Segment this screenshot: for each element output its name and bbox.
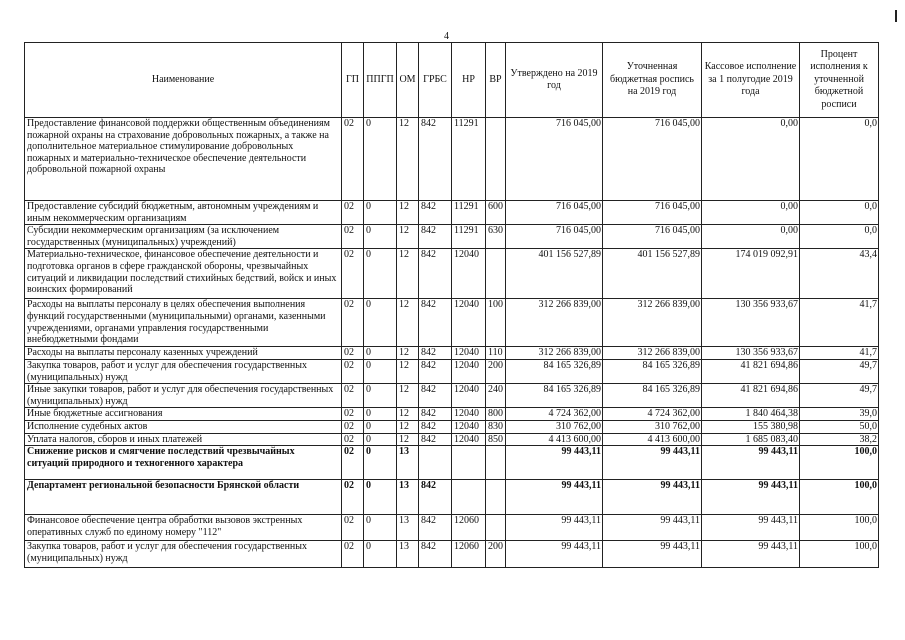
cell-approved: 84 165 326,89 bbox=[506, 359, 603, 383]
cell-vr bbox=[486, 515, 506, 541]
cell-ppgp: 0 bbox=[364, 225, 397, 249]
cell-vr: 800 bbox=[486, 408, 506, 421]
header-grbs: ГРБС bbox=[419, 43, 452, 118]
cell-nr: 12040 bbox=[452, 433, 486, 446]
cell-nr: 12040 bbox=[452, 299, 486, 347]
cell-refined: 401 156 527,89 bbox=[603, 249, 702, 299]
cell-approved: 99 443,11 bbox=[506, 446, 603, 480]
page-number: 4 bbox=[444, 31, 449, 42]
table-row bbox=[25, 299, 879, 347]
cell-nr: 11291 bbox=[452, 118, 486, 201]
cell-ppgp: 0 bbox=[364, 359, 397, 383]
cell-vr: 600 bbox=[486, 201, 506, 225]
cell-gp: 02 bbox=[342, 359, 364, 383]
cell-refined: 99 443,11 bbox=[603, 541, 702, 568]
cell-grbs: 842 bbox=[419, 515, 452, 541]
cell-percent: 100,0 bbox=[800, 515, 879, 541]
cell-vr bbox=[486, 118, 506, 201]
table-row bbox=[25, 347, 879, 360]
cell-name: Исполнение судебных актов bbox=[25, 420, 342, 433]
cell-ppgp: 0 bbox=[364, 433, 397, 446]
cell-approved: 4 724 362,00 bbox=[506, 408, 603, 421]
cell-name: Финансовое обеспечение центра обработки вызовов экстренных оперативных служб по единому номеру "112" bbox=[25, 515, 342, 541]
header-name: Наименование bbox=[25, 43, 342, 118]
table-body bbox=[25, 118, 879, 568]
cell-refined: 312 266 839,00 bbox=[603, 299, 702, 347]
cell-cash: 99 443,11 bbox=[702, 446, 800, 480]
table-row bbox=[25, 541, 879, 568]
cell-om: 12 bbox=[397, 408, 419, 421]
cell-nr: 12040 bbox=[452, 249, 486, 299]
cell-nr bbox=[452, 446, 486, 480]
cell-ppgp: 0 bbox=[364, 541, 397, 568]
table-row bbox=[25, 433, 879, 446]
cell-vr bbox=[486, 446, 506, 480]
cell-gp: 02 bbox=[342, 408, 364, 421]
cell-name: Предоставление финансовой поддержки общественным объединениям пожарной охраны на страхование добровольных пожарных, а также на дополнительное материальное стимулирование добровольных пожарных и материально-техническое обеспечение деятельности добровольной пожарной охраны bbox=[25, 118, 342, 201]
cell-grbs: 842 bbox=[419, 359, 452, 383]
cell-om: 12 bbox=[397, 118, 419, 201]
cell-cash: 1 840 464,38 bbox=[702, 408, 800, 421]
cell-om: 13 bbox=[397, 480, 419, 515]
cell-percent: 0,0 bbox=[800, 225, 879, 249]
cell-vr: 110 bbox=[486, 347, 506, 360]
table-row bbox=[25, 249, 879, 299]
cell-percent: 49,7 bbox=[800, 359, 879, 383]
cell-ppgp: 0 bbox=[364, 347, 397, 360]
page-edge-mark bbox=[895, 10, 897, 22]
cell-ppgp: 0 bbox=[364, 408, 397, 421]
table-row bbox=[25, 384, 879, 408]
cell-refined: 84 165 326,89 bbox=[603, 384, 702, 408]
header-cash: Кассовое исполнение за 1 полугодие 2019 года bbox=[702, 43, 800, 118]
cell-cash: 174 019 092,91 bbox=[702, 249, 800, 299]
table-row bbox=[25, 408, 879, 421]
cell-gp: 02 bbox=[342, 541, 364, 568]
cell-nr: 12060 bbox=[452, 515, 486, 541]
cell-percent: 0,0 bbox=[800, 201, 879, 225]
cell-percent: 50,0 bbox=[800, 420, 879, 433]
cell-approved: 312 266 839,00 bbox=[506, 299, 603, 347]
cell-grbs: 842 bbox=[419, 118, 452, 201]
cell-ppgp: 0 bbox=[364, 480, 397, 515]
cell-vr bbox=[486, 480, 506, 515]
cell-ppgp: 0 bbox=[364, 420, 397, 433]
cell-grbs bbox=[419, 446, 452, 480]
cell-vr: 100 bbox=[486, 299, 506, 347]
cell-name: Закупка товаров, работ и услуг для обеспечения государственных (муниципальных) нужд bbox=[25, 541, 342, 568]
cell-ppgp: 0 bbox=[364, 515, 397, 541]
cell-nr: 12040 bbox=[452, 408, 486, 421]
cell-grbs: 842 bbox=[419, 347, 452, 360]
cell-approved: 310 762,00 bbox=[506, 420, 603, 433]
cell-percent: 43,4 bbox=[800, 249, 879, 299]
cell-ppgp: 0 bbox=[364, 299, 397, 347]
cell-om: 12 bbox=[397, 299, 419, 347]
cell-approved: 312 266 839,00 bbox=[506, 347, 603, 360]
table-row bbox=[25, 480, 879, 515]
cell-vr: 240 bbox=[486, 384, 506, 408]
cell-nr: 12040 bbox=[452, 359, 486, 383]
cell-percent: 100,0 bbox=[800, 446, 879, 480]
header-om: ОМ bbox=[397, 43, 419, 118]
cell-om: 13 bbox=[397, 541, 419, 568]
cell-gp: 02 bbox=[342, 201, 364, 225]
cell-name: Иные закупки товаров, работ и услуг для обеспечения государственных (муниципальных) нужд bbox=[25, 384, 342, 408]
cell-refined: 716 045,00 bbox=[603, 201, 702, 225]
cell-om: 12 bbox=[397, 359, 419, 383]
cell-om: 13 bbox=[397, 515, 419, 541]
cell-om: 12 bbox=[397, 420, 419, 433]
cell-om: 12 bbox=[397, 347, 419, 360]
cell-percent: 0,0 bbox=[800, 118, 879, 201]
cell-vr: 850 bbox=[486, 433, 506, 446]
table-header bbox=[25, 43, 879, 118]
cell-grbs: 842 bbox=[419, 480, 452, 515]
cell-cash: 41 821 694,86 bbox=[702, 359, 800, 383]
cell-approved: 99 443,11 bbox=[506, 515, 603, 541]
table-row bbox=[25, 446, 879, 480]
cell-cash: 130 356 933,67 bbox=[702, 299, 800, 347]
cell-refined: 99 443,11 bbox=[603, 446, 702, 480]
cell-grbs: 842 bbox=[419, 201, 452, 225]
cell-name: Расходы на выплаты персоналу в целях обеспечения выполнения функций государственными (муниципальными) органами, казенными учреждениями, органами управления государственными внебюджетными фондами bbox=[25, 299, 342, 347]
cell-om: 13 bbox=[397, 446, 419, 480]
cell-approved: 716 045,00 bbox=[506, 225, 603, 249]
cell-cash: 155 380,98 bbox=[702, 420, 800, 433]
cell-name: Субсидии некоммерческим организациям (за исключением государственных (муниципальных) учреждений) bbox=[25, 225, 342, 249]
header-ppgp: ППГП bbox=[364, 43, 397, 118]
cell-percent: 41,7 bbox=[800, 347, 879, 360]
cell-gp: 02 bbox=[342, 347, 364, 360]
cell-ppgp: 0 bbox=[364, 446, 397, 480]
cell-gp: 02 bbox=[342, 299, 364, 347]
cell-name: Снижение рисков и смягчение последствий чрезвычайных ситуаций природного и техногенного характера bbox=[25, 446, 342, 480]
header-refined: Уточненная бюджетная роспись на 2019 год bbox=[603, 43, 702, 118]
cell-approved: 716 045,00 bbox=[506, 118, 603, 201]
cell-gp: 02 bbox=[342, 515, 364, 541]
cell-vr: 830 bbox=[486, 420, 506, 433]
header-row bbox=[25, 43, 879, 118]
cell-grbs: 842 bbox=[419, 299, 452, 347]
table-row bbox=[25, 225, 879, 249]
cell-refined: 99 443,11 bbox=[603, 480, 702, 515]
cell-approved: 84 165 326,89 bbox=[506, 384, 603, 408]
cell-approved: 716 045,00 bbox=[506, 201, 603, 225]
cell-approved: 4 413 600,00 bbox=[506, 433, 603, 446]
cell-grbs: 842 bbox=[419, 225, 452, 249]
cell-percent: 38,2 bbox=[800, 433, 879, 446]
cell-approved: 99 443,11 bbox=[506, 541, 603, 568]
cell-om: 12 bbox=[397, 249, 419, 299]
cell-grbs: 842 bbox=[419, 541, 452, 568]
cell-vr: 200 bbox=[486, 541, 506, 568]
cell-approved: 401 156 527,89 bbox=[506, 249, 603, 299]
cell-refined: 312 266 839,00 bbox=[603, 347, 702, 360]
cell-name: Уплата налогов, сборов и иных платежей bbox=[25, 433, 342, 446]
cell-grbs: 842 bbox=[419, 433, 452, 446]
cell-refined: 310 762,00 bbox=[603, 420, 702, 433]
cell-vr: 630 bbox=[486, 225, 506, 249]
cell-percent: 41,7 bbox=[800, 299, 879, 347]
cell-cash: 130 356 933,67 bbox=[702, 347, 800, 360]
cell-nr: 12040 bbox=[452, 347, 486, 360]
cell-cash: 0,00 bbox=[702, 118, 800, 201]
cell-grbs: 842 bbox=[419, 420, 452, 433]
table-row bbox=[25, 118, 879, 201]
cell-gp: 02 bbox=[342, 225, 364, 249]
cell-gp: 02 bbox=[342, 420, 364, 433]
table-row bbox=[25, 359, 879, 383]
cell-cash: 99 443,11 bbox=[702, 480, 800, 515]
header-vr: ВР bbox=[486, 43, 506, 118]
cell-cash: 99 443,11 bbox=[702, 541, 800, 568]
cell-refined: 84 165 326,89 bbox=[603, 359, 702, 383]
cell-om: 12 bbox=[397, 201, 419, 225]
cell-nr: 12040 bbox=[452, 384, 486, 408]
budget-execution-table bbox=[24, 42, 879, 568]
cell-gp: 02 bbox=[342, 480, 364, 515]
cell-name: Закупка товаров, работ и услуг для обеспечения государственных (муниципальных) нужд bbox=[25, 359, 342, 383]
cell-gp: 02 bbox=[342, 118, 364, 201]
cell-om: 12 bbox=[397, 433, 419, 446]
cell-refined: 4 724 362,00 bbox=[603, 408, 702, 421]
cell-percent: 100,0 bbox=[800, 480, 879, 515]
cell-name: Департамент региональной безопасности Брянской области bbox=[25, 480, 342, 515]
header-percent: Процент исполнения к уточненной бюджетной росписи bbox=[800, 43, 879, 118]
cell-vr bbox=[486, 249, 506, 299]
cell-grbs: 842 bbox=[419, 249, 452, 299]
cell-om: 12 bbox=[397, 225, 419, 249]
cell-refined: 716 045,00 bbox=[603, 118, 702, 201]
cell-gp: 02 bbox=[342, 446, 364, 480]
cell-percent: 100,0 bbox=[800, 541, 879, 568]
cell-grbs: 842 bbox=[419, 384, 452, 408]
table-row bbox=[25, 201, 879, 225]
cell-refined: 716 045,00 bbox=[603, 225, 702, 249]
cell-approved: 99 443,11 bbox=[506, 480, 603, 515]
cell-om: 12 bbox=[397, 384, 419, 408]
header-nr: НР bbox=[452, 43, 486, 118]
table-row bbox=[25, 515, 879, 541]
cell-gp: 02 bbox=[342, 249, 364, 299]
cell-nr: 11291 bbox=[452, 225, 486, 249]
header-approved: Утверждено на 2019 год bbox=[506, 43, 603, 118]
cell-name: Материально-техническое, финансовое обеспечение деятельности и подготовка органов в сфере гражданской обороны, чрезвычайных ситуаций и ликвидации последствий стихийных бедствий, войск и иных воинских формирований bbox=[25, 249, 342, 299]
cell-nr bbox=[452, 480, 486, 515]
cell-cash: 0,00 bbox=[702, 225, 800, 249]
cell-nr: 12040 bbox=[452, 420, 486, 433]
cell-gp: 02 bbox=[342, 433, 364, 446]
cell-percent: 49,7 bbox=[800, 384, 879, 408]
cell-refined: 99 443,11 bbox=[603, 515, 702, 541]
cell-ppgp: 0 bbox=[364, 118, 397, 201]
cell-name: Предоставление субсидий бюджетным, автономным учреждениям и иным некоммерческим организациям bbox=[25, 201, 342, 225]
cell-cash: 0,00 bbox=[702, 201, 800, 225]
header-gp: ГП bbox=[342, 43, 364, 118]
cell-percent: 39,0 bbox=[800, 408, 879, 421]
cell-cash: 99 443,11 bbox=[702, 515, 800, 541]
cell-ppgp: 0 bbox=[364, 201, 397, 225]
cell-grbs: 842 bbox=[419, 408, 452, 421]
table-row bbox=[25, 420, 879, 433]
cell-cash: 41 821 694,86 bbox=[702, 384, 800, 408]
cell-nr: 12060 bbox=[452, 541, 486, 568]
cell-nr: 11291 bbox=[452, 201, 486, 225]
cell-ppgp: 0 bbox=[364, 384, 397, 408]
cell-cash: 1 685 083,40 bbox=[702, 433, 800, 446]
cell-ppgp: 0 bbox=[364, 249, 397, 299]
cell-refined: 4 413 600,00 bbox=[603, 433, 702, 446]
cell-gp: 02 bbox=[342, 384, 364, 408]
cell-name: Расходы на выплаты персоналу казенных учреждений bbox=[25, 347, 342, 360]
cell-vr: 200 bbox=[486, 359, 506, 383]
cell-name: Иные бюджетные ассигнования bbox=[25, 408, 342, 421]
